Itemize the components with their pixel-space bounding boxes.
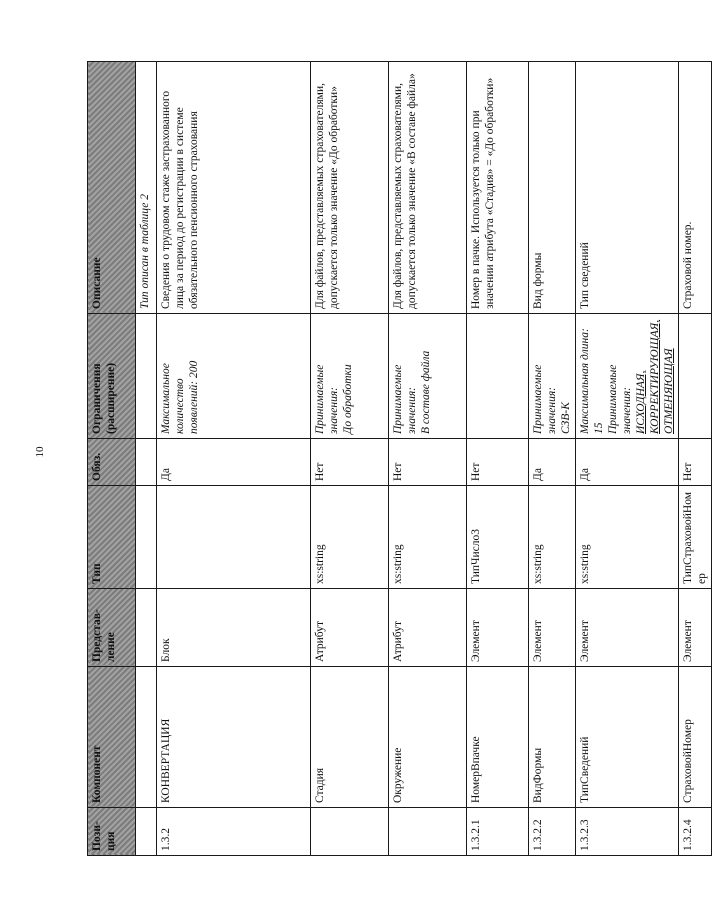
cell-description: Вид формы [529,62,576,314]
cell-component: Окружение [389,667,467,808]
cell-required: Нет [467,439,529,486]
header-required: Обяз. [88,439,136,486]
rotated-table-container [87,62,709,856]
cell-position [311,808,389,856]
cell-component: ТипСведений [576,667,679,808]
table-row [389,62,467,856]
header-type: Тип [88,486,136,589]
cell-description: Страховой номер. [679,62,712,314]
cell-component: ВидФормы [529,667,576,808]
cell-type: xs:string [576,486,679,589]
cell-restrictions [467,314,529,439]
cell-position: 1.3.2.1 [467,808,529,856]
specification-table [87,61,712,856]
restriction-line: 15 [593,422,606,434]
restriction-line: Максимальная длина: [579,328,592,434]
type-note: Тип описан в таблице 2 [136,62,157,314]
cell-type: ТипЧисло3 [467,486,529,589]
cell-restrictions [529,314,576,439]
cell-representation: Элемент [529,589,576,667]
cell-component: НомерВпачке [467,667,529,808]
restriction-line: КОРРЕКТИРУЮЩАЯ, [649,319,662,434]
cell-restrictions [311,314,389,439]
cell-restrictions [679,314,712,439]
cell-position [389,808,467,856]
table-row [529,62,576,856]
type-note-row [136,62,157,856]
restriction-line: Принимаемые [314,364,326,434]
restriction-line: количество [174,378,187,434]
header-position: Пози-ция [88,808,136,856]
restriction-line: Максимальное [160,363,172,434]
restriction-line: ИСХОДНАЯ, [635,370,648,434]
cell-position: 1.3.2.3 [576,808,679,856]
restriction-line: Принимаемые [607,364,620,434]
header-representation: Представ-ление [88,589,136,667]
cell-representation: Элемент [679,589,712,667]
cell-type: xs:string [529,486,576,589]
cell-type: xs:string [389,486,467,589]
cell-description: Для файлов, представляемых страхователями, допускается только значение «В составе файла» [389,62,467,314]
cell-restrictions [157,314,311,439]
header-restrictions: Ограничения (расширение) [88,314,136,439]
restriction-line: значения: [406,386,419,434]
cell-position: 1.3.2 [157,808,311,856]
cell-required: Да [157,439,311,486]
restriction-line: значения: [621,386,634,434]
cell-representation: Блок [157,589,311,667]
cell-required: Да [529,439,576,486]
cell-description: Номер в пачке. Используется только при значении атрибута «Стадия» = «До обработки» [467,62,529,314]
restriction-line: значения: [328,386,341,434]
table-cell [136,439,157,486]
cell-component: СтраховойНомер [679,667,712,808]
cell-representation: Элемент [467,589,529,667]
restriction-line: появлений: 200 [188,360,201,434]
cell-required: Нет [311,439,389,486]
header-component: Компонент [88,667,136,808]
cell-type: ТипСтраховойНомер [679,486,712,589]
table-row [467,62,529,856]
cell-description: Сведения о трудовом стаже застрахованного лица за период до регистрации в системе обязательного пенсионного страхования [157,62,311,314]
cell-position: 1.3.2.2 [529,808,576,856]
restriction-line: До обработки [342,364,355,434]
table-row [157,62,311,856]
restriction-line: Принимаемые [532,364,544,434]
cell-component: КОНВЕРТАЦИЯ [157,667,311,808]
cell-required: Нет [679,439,712,486]
table-cell [136,486,157,589]
table-cell [136,808,157,856]
cell-representation: Атрибут [389,589,467,667]
restriction-line: В составе файла [420,350,433,434]
table-cell [136,314,157,439]
cell-restrictions [389,314,467,439]
cell-type [157,486,311,589]
cell-description: Тип сведений [576,62,679,314]
restriction-line: значения: [546,386,559,434]
table-row [576,62,679,856]
cell-required: Да [576,439,679,486]
restriction-line: СЗВ-К [560,402,573,434]
restriction-line: Принимаемые [392,364,404,434]
cell-required: Нет [389,439,467,486]
header-row [88,62,136,856]
restriction-line: ОТМЕНЯЮЩАЯ [663,348,676,434]
cell-representation: Атрибут [311,589,389,667]
page-number: 10 [34,446,46,458]
table-row [679,62,712,856]
cell-description: Для файлов, представляемых страхователями, допускается только значение «До обработки» [311,62,389,314]
table-row [311,62,389,856]
table-cell [136,589,157,667]
cell-representation: Элемент [576,589,679,667]
header-description: Описание [88,62,136,314]
cell-position: 1.3.2.4 [679,808,712,856]
cell-component: Стадия [311,667,389,808]
table-cell [136,667,157,808]
cell-restrictions [576,314,679,439]
cell-type: xs:string [311,486,389,589]
